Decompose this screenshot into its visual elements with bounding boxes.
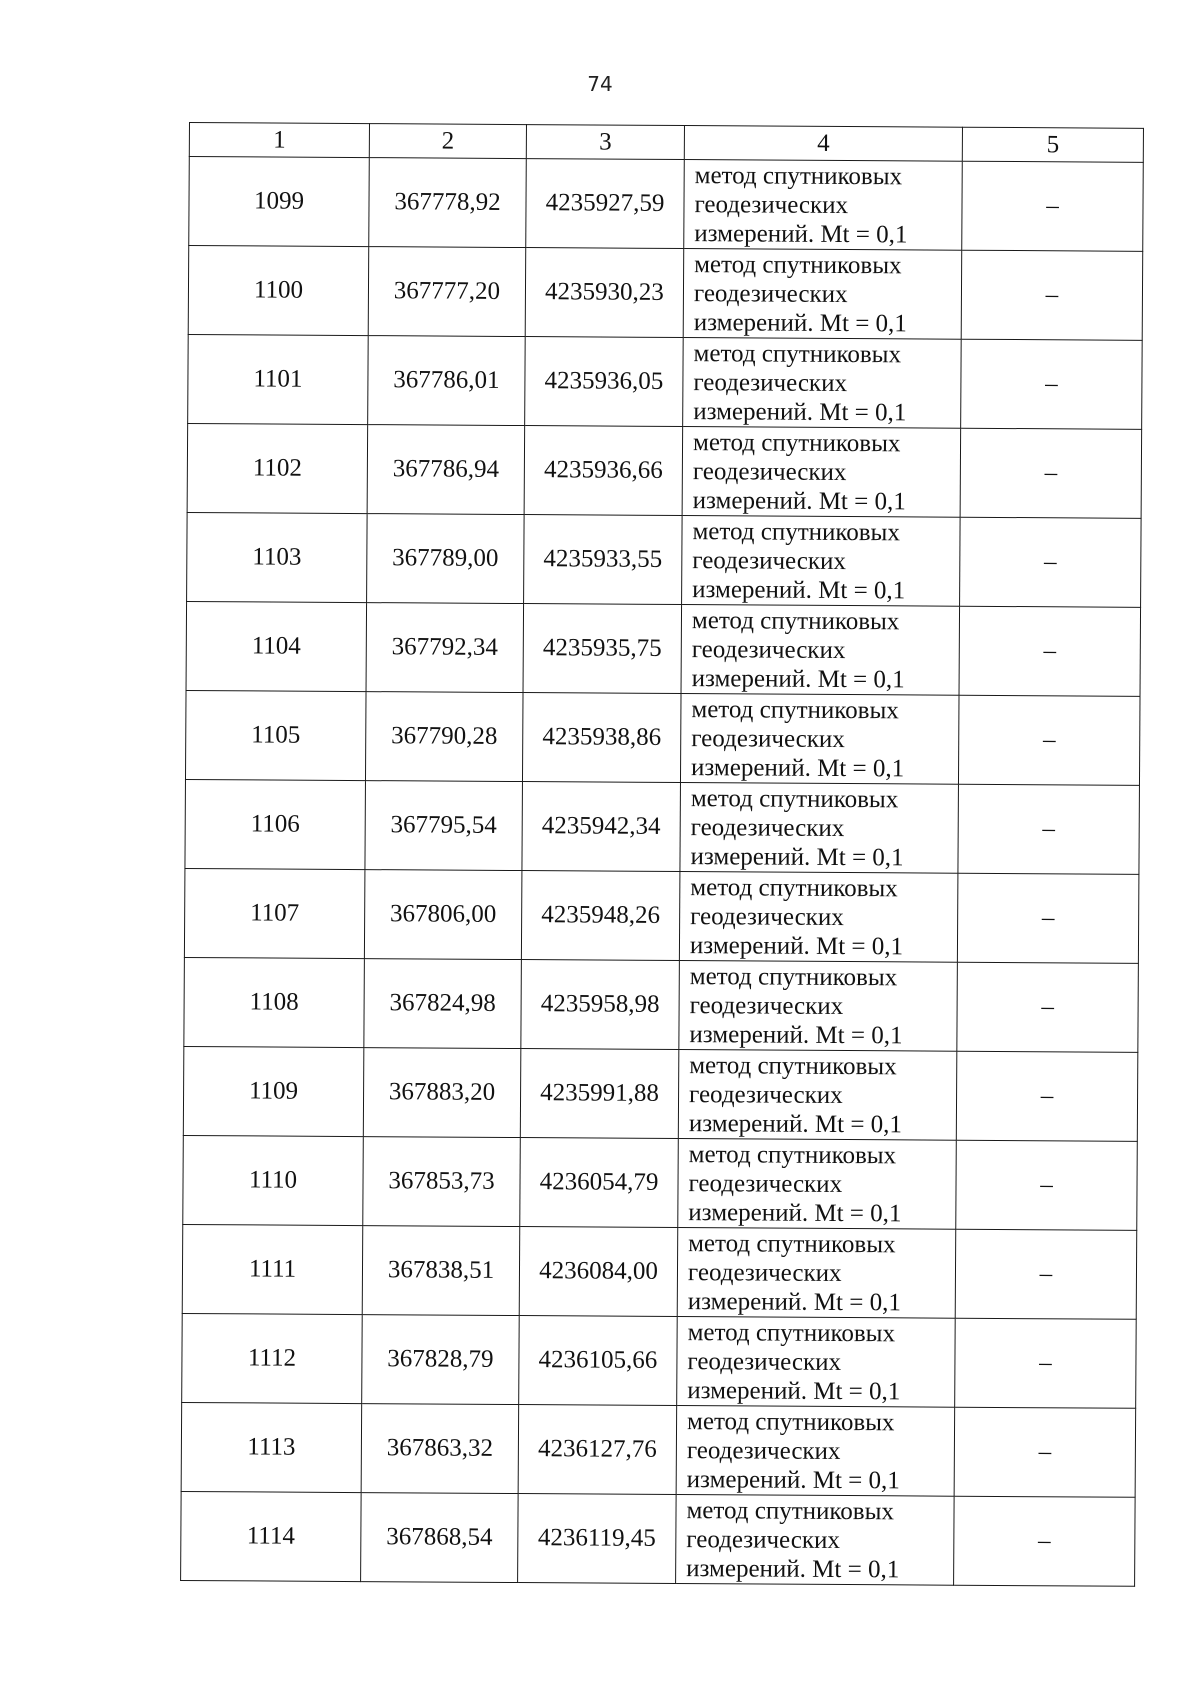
table-row <box>184 868 1139 963</box>
method-cell <box>676 1406 955 1497</box>
method-line: метод спутниковых <box>690 784 899 813</box>
point-number-cell: 1113 <box>181 1402 362 1492</box>
point-number-cell: 1107 <box>184 868 365 958</box>
note-cell: – <box>958 784 1140 874</box>
point-number-cell: 1109 <box>183 1046 364 1136</box>
method-line: измерений. Mt = 0,1 <box>690 753 905 782</box>
table-row <box>185 779 1140 874</box>
method-line: геодезических <box>687 1258 842 1287</box>
page-number: 74 <box>587 72 613 96</box>
note-cell: – <box>961 339 1143 429</box>
method-line: метод спутниковых <box>686 1496 895 1525</box>
x-coordinate-cell: 367792,34 <box>366 603 524 693</box>
method-line: геодезических <box>691 724 845 753</box>
y-coordinate-cell: 4235936,05 <box>525 337 684 427</box>
method-line: метод спутниковых <box>688 1229 896 1258</box>
x-coordinate-cell: 367778,92 <box>369 158 527 248</box>
method-line: измерений. Mt = 0,1 <box>689 931 904 960</box>
table-row <box>188 334 1143 429</box>
table-header <box>189 123 1143 163</box>
table-row <box>184 957 1139 1052</box>
method-line: метод спутниковых <box>692 517 900 546</box>
method-line: измерений. Mt = 0,1 <box>694 219 908 248</box>
method-line: геодезических <box>686 1436 841 1465</box>
table-row <box>183 1046 1138 1141</box>
note-cell: – <box>956 1140 1138 1230</box>
method-cell <box>676 1495 955 1586</box>
note-cell: – <box>959 606 1141 696</box>
table-row <box>188 246 1143 341</box>
note-cell: – <box>955 1318 1137 1408</box>
y-coordinate-cell: 4235958,98 <box>521 960 680 1050</box>
point-number-cell: 1108 <box>184 957 365 1047</box>
note-cell: – <box>954 1496 1136 1586</box>
y-coordinate-cell: 4235991,88 <box>520 1049 679 1139</box>
x-coordinate-cell: 367853,73 <box>363 1137 521 1227</box>
method-cell <box>683 338 962 429</box>
y-coordinate-cell: 4236054,79 <box>520 1138 679 1228</box>
column-header-5: 5 <box>962 127 1143 162</box>
method-cell <box>682 427 961 518</box>
method-cell <box>681 605 960 696</box>
method-line: измерений. Mt = 0,1 <box>689 1020 903 1049</box>
point-number-cell: 1111 <box>182 1224 363 1314</box>
note-cell: – <box>962 161 1144 251</box>
note-cell: – <box>960 428 1142 518</box>
point-number-cell: 1099 <box>189 157 370 247</box>
method-line: измерений. Mt = 0,1 <box>692 486 906 515</box>
y-coordinate-cell: 4236119,45 <box>518 1494 677 1584</box>
table-row <box>182 1224 1137 1319</box>
method-cell <box>680 783 959 874</box>
y-coordinate-cell: 4235936,66 <box>524 426 683 516</box>
method-line: метод спутниковых <box>693 339 902 368</box>
method-cell <box>684 160 963 251</box>
table-body <box>181 157 1144 1587</box>
column-header-1: 1 <box>189 123 369 158</box>
table-header-row <box>189 123 1143 163</box>
x-coordinate-cell: 367795,54 <box>365 781 523 871</box>
point-number-cell: 1110 <box>183 1135 364 1225</box>
note-cell: – <box>961 250 1143 340</box>
method-line: метод спутниковых <box>688 1140 897 1169</box>
method-cell <box>678 1139 957 1230</box>
point-number-cell: 1101 <box>188 334 369 424</box>
note-cell: – <box>955 1229 1137 1319</box>
method-line: метод спутниковых <box>691 695 899 724</box>
method-line: измерений. Mt = 0,1 <box>686 1554 900 1583</box>
x-coordinate-cell: 367838,51 <box>362 1226 520 1316</box>
point-number-cell: 1106 <box>185 779 366 869</box>
method-line: геодезических <box>689 991 844 1020</box>
table-row <box>187 512 1142 607</box>
point-number-cell: 1100 <box>188 246 369 336</box>
note-cell: – <box>957 873 1139 963</box>
method-line: метод спутниковых <box>694 250 902 279</box>
point-number-cell: 1102 <box>187 423 368 513</box>
method-line: метод спутниковых <box>689 962 898 991</box>
method-cell <box>679 872 958 963</box>
method-cell <box>682 516 961 607</box>
x-coordinate-cell: 367777,20 <box>368 247 526 337</box>
note-cell: – <box>960 517 1142 607</box>
y-coordinate-cell: 4236127,76 <box>518 1405 677 1495</box>
point-number-cell: 1103 <box>187 512 368 602</box>
x-coordinate-cell: 367868,54 <box>361 1493 519 1583</box>
table-row <box>183 1135 1138 1230</box>
method-line: метод спутниковых <box>689 1051 897 1080</box>
method-cell <box>679 961 958 1052</box>
method-line: геодезических <box>688 1080 843 1109</box>
table-row <box>187 423 1142 518</box>
method-line: геодезических <box>690 902 844 931</box>
method-line: геодезических <box>687 1347 842 1376</box>
method-cell <box>677 1317 956 1408</box>
method-line: измерений. Mt = 0,1 <box>686 1465 900 1494</box>
method-line: геодезических <box>690 813 845 842</box>
method-line: измерений. Mt = 0,1 <box>691 664 905 693</box>
note-cell: – <box>958 695 1140 785</box>
note-cell: – <box>957 962 1139 1052</box>
x-coordinate-cell: 367883,20 <box>363 1048 521 1138</box>
method-line: метод спутниковых <box>690 873 898 902</box>
y-coordinate-cell: 4235933,55 <box>524 515 683 605</box>
note-cell: – <box>954 1407 1136 1497</box>
note-cell: – <box>956 1051 1138 1141</box>
table-row <box>185 690 1140 785</box>
table-row <box>182 1313 1137 1408</box>
x-coordinate-cell: 367790,28 <box>365 692 523 782</box>
x-coordinate-cell: 367789,00 <box>367 514 525 604</box>
y-coordinate-cell: 4236105,66 <box>519 1316 678 1406</box>
coordinates-table <box>180 122 1144 1587</box>
method-line: метод спутниковых <box>692 428 901 457</box>
method-line: геодезических <box>694 190 849 219</box>
method-line: геодезических <box>692 546 847 575</box>
point-number-cell: 1112 <box>182 1313 363 1403</box>
method-line: геодезических <box>691 635 846 664</box>
y-coordinate-cell: 4235938,86 <box>522 693 681 783</box>
method-line: геодезических <box>688 1169 843 1198</box>
method-line: геодезических <box>693 279 848 308</box>
table-row <box>181 1402 1136 1497</box>
table-row <box>189 157 1144 252</box>
x-coordinate-cell: 367824,98 <box>364 959 522 1049</box>
x-coordinate-cell: 367806,00 <box>364 870 522 960</box>
column-header-2: 2 <box>369 124 526 159</box>
method-line: метод спутниковых <box>694 161 903 190</box>
method-line: измерений. Mt = 0,1 <box>687 1376 901 1405</box>
column-header-3: 3 <box>526 125 684 160</box>
method-line: метод спутниковых <box>687 1318 896 1347</box>
column-header-4: 4 <box>684 126 962 162</box>
method-line: измерений. Mt = 0,1 <box>693 308 907 337</box>
method-line: измерений. Mt = 0,1 <box>687 1287 901 1316</box>
point-number-cell: 1104 <box>186 601 367 691</box>
method-line: геодезических <box>692 457 847 486</box>
method-line: метод спутниковых <box>686 1407 895 1436</box>
method-line: измерений. Mt = 0,1 <box>688 1198 902 1227</box>
y-coordinate-cell: 4235927,59 <box>526 159 685 249</box>
y-coordinate-cell: 4235935,75 <box>523 604 682 694</box>
table-row <box>186 601 1141 696</box>
x-coordinate-cell: 367863,32 <box>361 1404 519 1494</box>
x-coordinate-cell: 367786,01 <box>368 336 526 426</box>
method-cell <box>680 694 959 785</box>
y-coordinate-cell: 4235930,23 <box>525 248 684 338</box>
method-line: геодезических <box>693 368 848 397</box>
point-number-cell: 1114 <box>181 1491 362 1581</box>
method-line: измерений. Mt = 0,1 <box>690 842 904 871</box>
y-coordinate-cell: 4235942,34 <box>522 782 681 872</box>
method-line: измерений. Mt = 0,1 <box>692 575 906 604</box>
method-line: измерений. Mt = 0,1 <box>693 397 907 426</box>
method-cell <box>677 1228 956 1319</box>
point-number-cell: 1105 <box>185 690 366 780</box>
table-row <box>181 1491 1136 1586</box>
method-line: метод спутниковых <box>691 606 900 635</box>
method-line: измерений. Mt = 0,1 <box>688 1109 903 1138</box>
method-line: геодезических <box>686 1525 841 1554</box>
y-coordinate-cell: 4236084,00 <box>519 1227 678 1317</box>
x-coordinate-cell: 367828,79 <box>362 1315 520 1405</box>
method-cell <box>678 1050 957 1141</box>
y-coordinate-cell: 4235948,26 <box>521 871 680 961</box>
method-cell <box>683 249 962 340</box>
x-coordinate-cell: 367786,94 <box>367 425 525 515</box>
